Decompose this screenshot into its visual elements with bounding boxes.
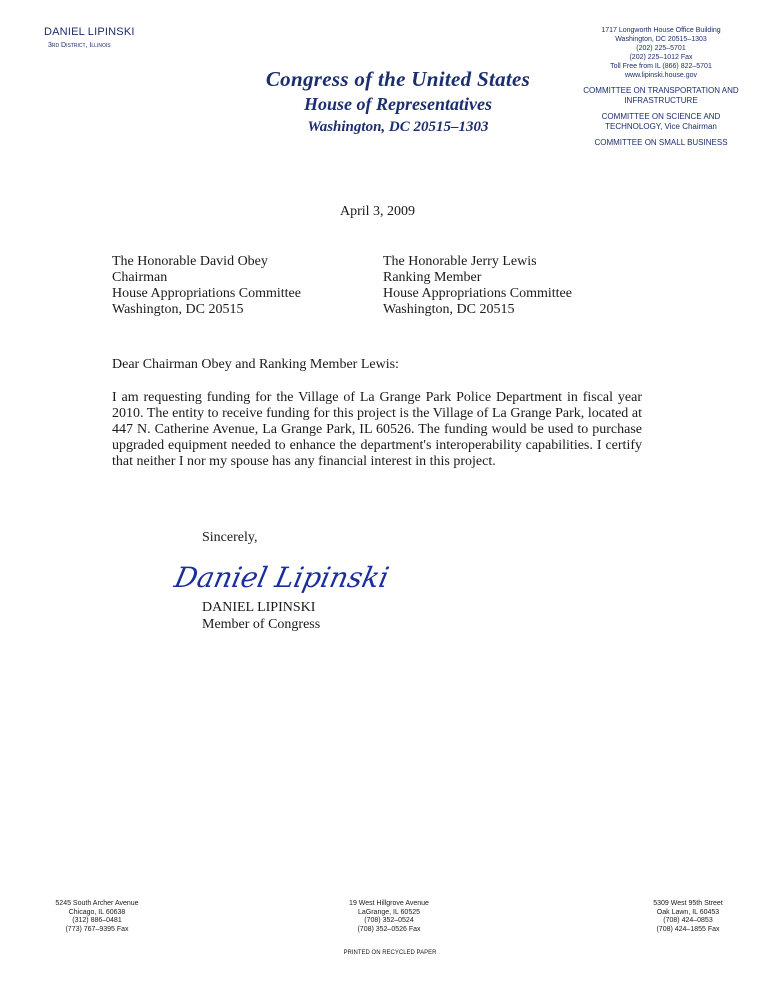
committee-small-business: COMMITTEE ON SMALL BUSINESS xyxy=(594,138,728,147)
footer-line: Oak Lawn, IL 60453 xyxy=(656,908,720,916)
committee-science: COMMITTEE ON SCIENCE AND TECHNOLOGY, Vice Chairman xyxy=(601,112,721,131)
letter-body: I am requesting funding for the Village of La Grange Park Police Department in fiscal year 2010. The entity to receive funding for this project is the Village of La Grange Park, located at 447 N. Catherine Avenue, La Grange Park, IL 60526. The funding would be used to purchase upgraded equipment needed to enhance the department's interoperability capabilities. I certify that neither I nor my spouse has any financial interest in this project. xyxy=(112,390,642,469)
office-info xyxy=(578,26,744,148)
signature-text: Daniel Lipinski xyxy=(171,561,392,594)
recycled-paper-note: PRINTED ON RECYCLED PAPER xyxy=(343,950,437,956)
footer-line: (708) 424–1855 Fax xyxy=(656,925,720,933)
footer-office-lagrange xyxy=(334,900,444,934)
footer-line: Chicago, IL 60638 xyxy=(68,908,126,916)
signer-name: DANIEL LIPINSKI xyxy=(202,600,316,615)
closing: Sincerely, xyxy=(202,530,258,545)
footer-line: (708) 352–0524 xyxy=(364,917,414,924)
recipient-line: The Honorable David Obey xyxy=(112,254,268,269)
title-house: House of Representatives xyxy=(304,94,492,114)
letter-date: April 3, 2009 xyxy=(340,204,416,219)
footer-office-chicago xyxy=(38,900,156,934)
recipient-obey xyxy=(112,254,301,318)
footer-line: 19 West Hillgrove Avenue xyxy=(349,900,429,907)
office-phone: (202) 225–5701 xyxy=(636,45,686,52)
signature-graphic xyxy=(171,555,392,599)
footer-line: 5309 West 95th Street xyxy=(653,900,723,907)
recipient-line: The Honorable Jerry Lewis xyxy=(383,254,537,269)
footer-line: (708) 352–0526 Fax xyxy=(357,925,421,933)
office-fax: (202) 225–1012 Fax xyxy=(629,54,693,61)
office-address-line: 1717 Longworth House Office Building xyxy=(601,27,721,34)
office-toll-free: Toll Free from IL (866) 822–5701 xyxy=(610,63,712,70)
office-address-line: Washington, DC 20515–1303 xyxy=(615,36,707,43)
recipient-lewis xyxy=(383,254,572,318)
title-city: Washington, DC 20515–1303 xyxy=(307,119,489,135)
footer-office-oaklawn xyxy=(636,900,740,934)
recipient-line: House Appropriations Committee xyxy=(383,286,572,301)
recipient-line: House Appropriations Committee xyxy=(112,286,301,301)
letterhead-title xyxy=(240,66,556,138)
footer-line: (312) 886–0481 xyxy=(72,917,122,924)
footer-line: (773) 767–9395 Fax xyxy=(65,925,129,933)
signer-title: Member of Congress xyxy=(202,617,321,632)
member-district: 3rd District, Illinois xyxy=(48,42,111,49)
footer-line: LaGrange, IL 60525 xyxy=(357,908,420,916)
recipient-line: Ranking Member xyxy=(383,270,482,285)
committee-transportation: COMMITTEE ON TRANSPORTATION AND INFRASTRUCTURE xyxy=(583,86,739,105)
footer-line: 5245 South Archer Avenue xyxy=(55,900,139,907)
signature xyxy=(171,555,392,604)
title-congress: Congress of the United States xyxy=(265,67,531,91)
recipient-line: Chairman xyxy=(112,270,168,285)
footer-line: (708) 424–0853 xyxy=(663,917,713,924)
member-name: DANIEL LIPINSKI xyxy=(44,26,135,38)
office-website: www.lipinski.house.gov xyxy=(625,72,697,79)
recipient-line: Washington, DC 20515 xyxy=(383,302,515,317)
recipient-line: Washington, DC 20515 xyxy=(112,302,244,317)
salutation: Dear Chairman Obey and Ranking Member Lewis: xyxy=(112,357,399,372)
